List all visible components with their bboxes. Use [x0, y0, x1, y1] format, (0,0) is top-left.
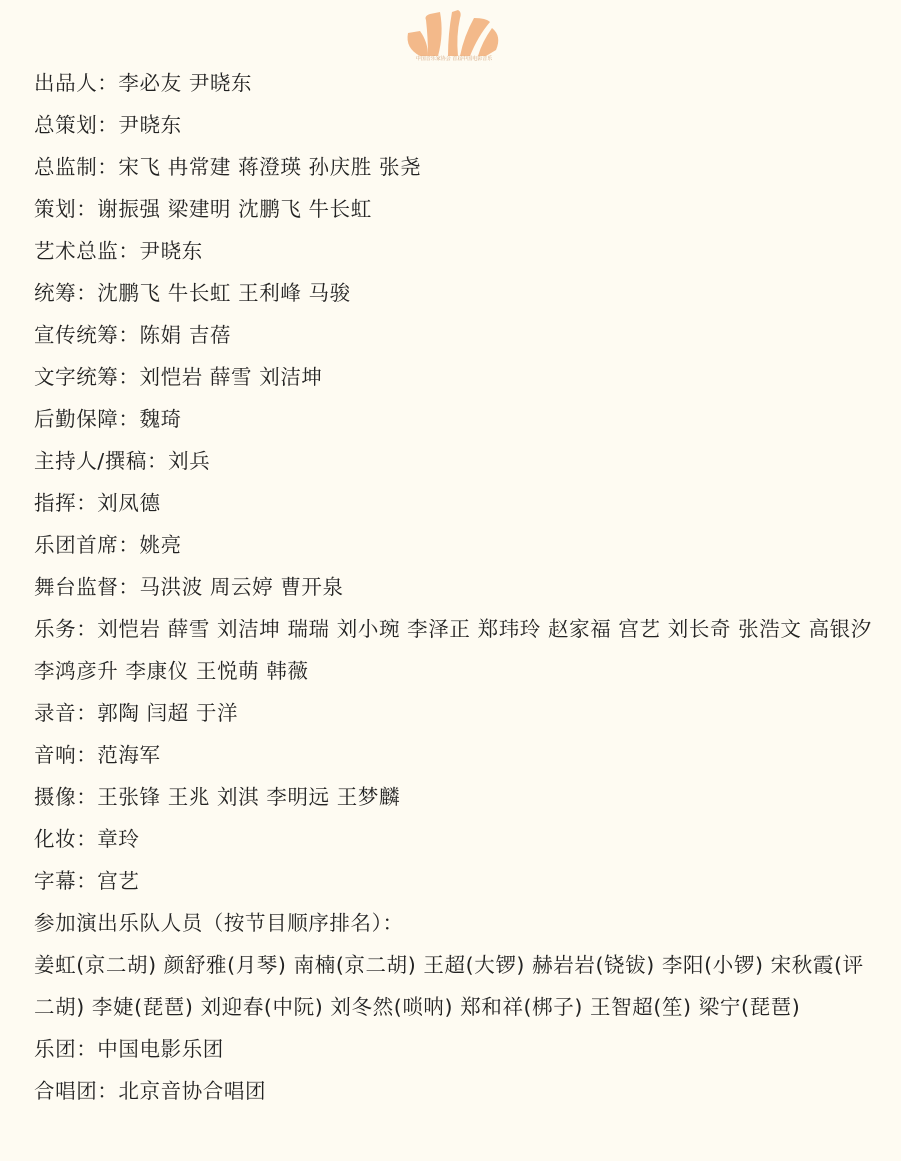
credit-publicity: 宣传统筹：陈娟 吉蓓: [34, 323, 232, 347]
credit-orchestra: 乐团：中国电影乐团: [34, 1037, 224, 1061]
credit-producer: 出品人：李必友 尹晓东: [34, 71, 253, 95]
credits-list: [34, 62, 874, 1112]
credit-choir: 合唱团：北京音协合唱团: [34, 1079, 267, 1103]
credit-text-coordination: 文字统筹：刘恺岩 薛雪 刘洁坤: [34, 365, 323, 389]
credit-sound: 音响：范海军: [34, 743, 161, 767]
credit-conductor: 指挥：刘凤德: [34, 491, 161, 515]
credit-orchestra-affairs: 乐务：刘恺岩 薛雪 刘洁坤 瑞瑞 刘小琬 李泽正 郑玮玲 赵家福 宫艺 刘长奇 张浩文 高银汐 李鸿彦升 李康仪 王悦萌 韩薇: [34, 617, 872, 683]
credit-art-director: 艺术总监：尹晓东: [34, 239, 203, 263]
credit-subtitles: 字幕：宫艺: [34, 869, 140, 893]
credit-makeup: 化妆：章玲: [34, 827, 140, 851]
credit-camera: 摄像：王张锋 王兆 刘淇 李明远 王梦麟: [34, 785, 401, 809]
credit-concertmaster: 乐团首席：姚亮: [34, 533, 182, 557]
header-logo: [398, 6, 510, 64]
logo-caption: 中国音乐家协会 首届中国电影音乐: [415, 56, 493, 62]
credit-chief-planner: 总策划：尹晓东: [34, 113, 182, 137]
credit-chief-supervisor: 总监制：宋飞 冉常建 蒋澄瑛 孙庆胜 张尧: [34, 155, 422, 179]
credit-coordination: 统筹：沈鹏飞 牛长虹 王利峰 马骏: [34, 281, 351, 305]
hands-raised-icon: [398, 6, 510, 64]
credit-host-writer: 主持人/撰稿：刘兵: [34, 449, 211, 473]
credit-performers-list: 姜虹(京二胡) 颜舒雅(月琴) 南楠(京二胡) 王超(大锣) 赫岩岩(铙钹) 李阳(小锣) 宋秋霞(评二胡) 李婕(琵琶) 刘迎春(中阮) 刘冬然(唢呐) 郑和祥(梆子) 王智超(笙) 梁宁(琵琶): [34, 953, 864, 1019]
credit-stage-manager: 舞台监督：马洪波 周云婷 曹开泉: [34, 575, 344, 599]
credit-logistics: 后勤保障：魏琦: [34, 407, 182, 431]
credit-recording: 录音：郭陶 闫超 于洋: [34, 701, 239, 725]
credit-planning: 策划：谢振强 梁建明 沈鹏飞 牛长虹: [34, 197, 372, 221]
credit-performers-heading: 参加演出乐队人员（按节目顺序排名）：: [34, 911, 404, 935]
